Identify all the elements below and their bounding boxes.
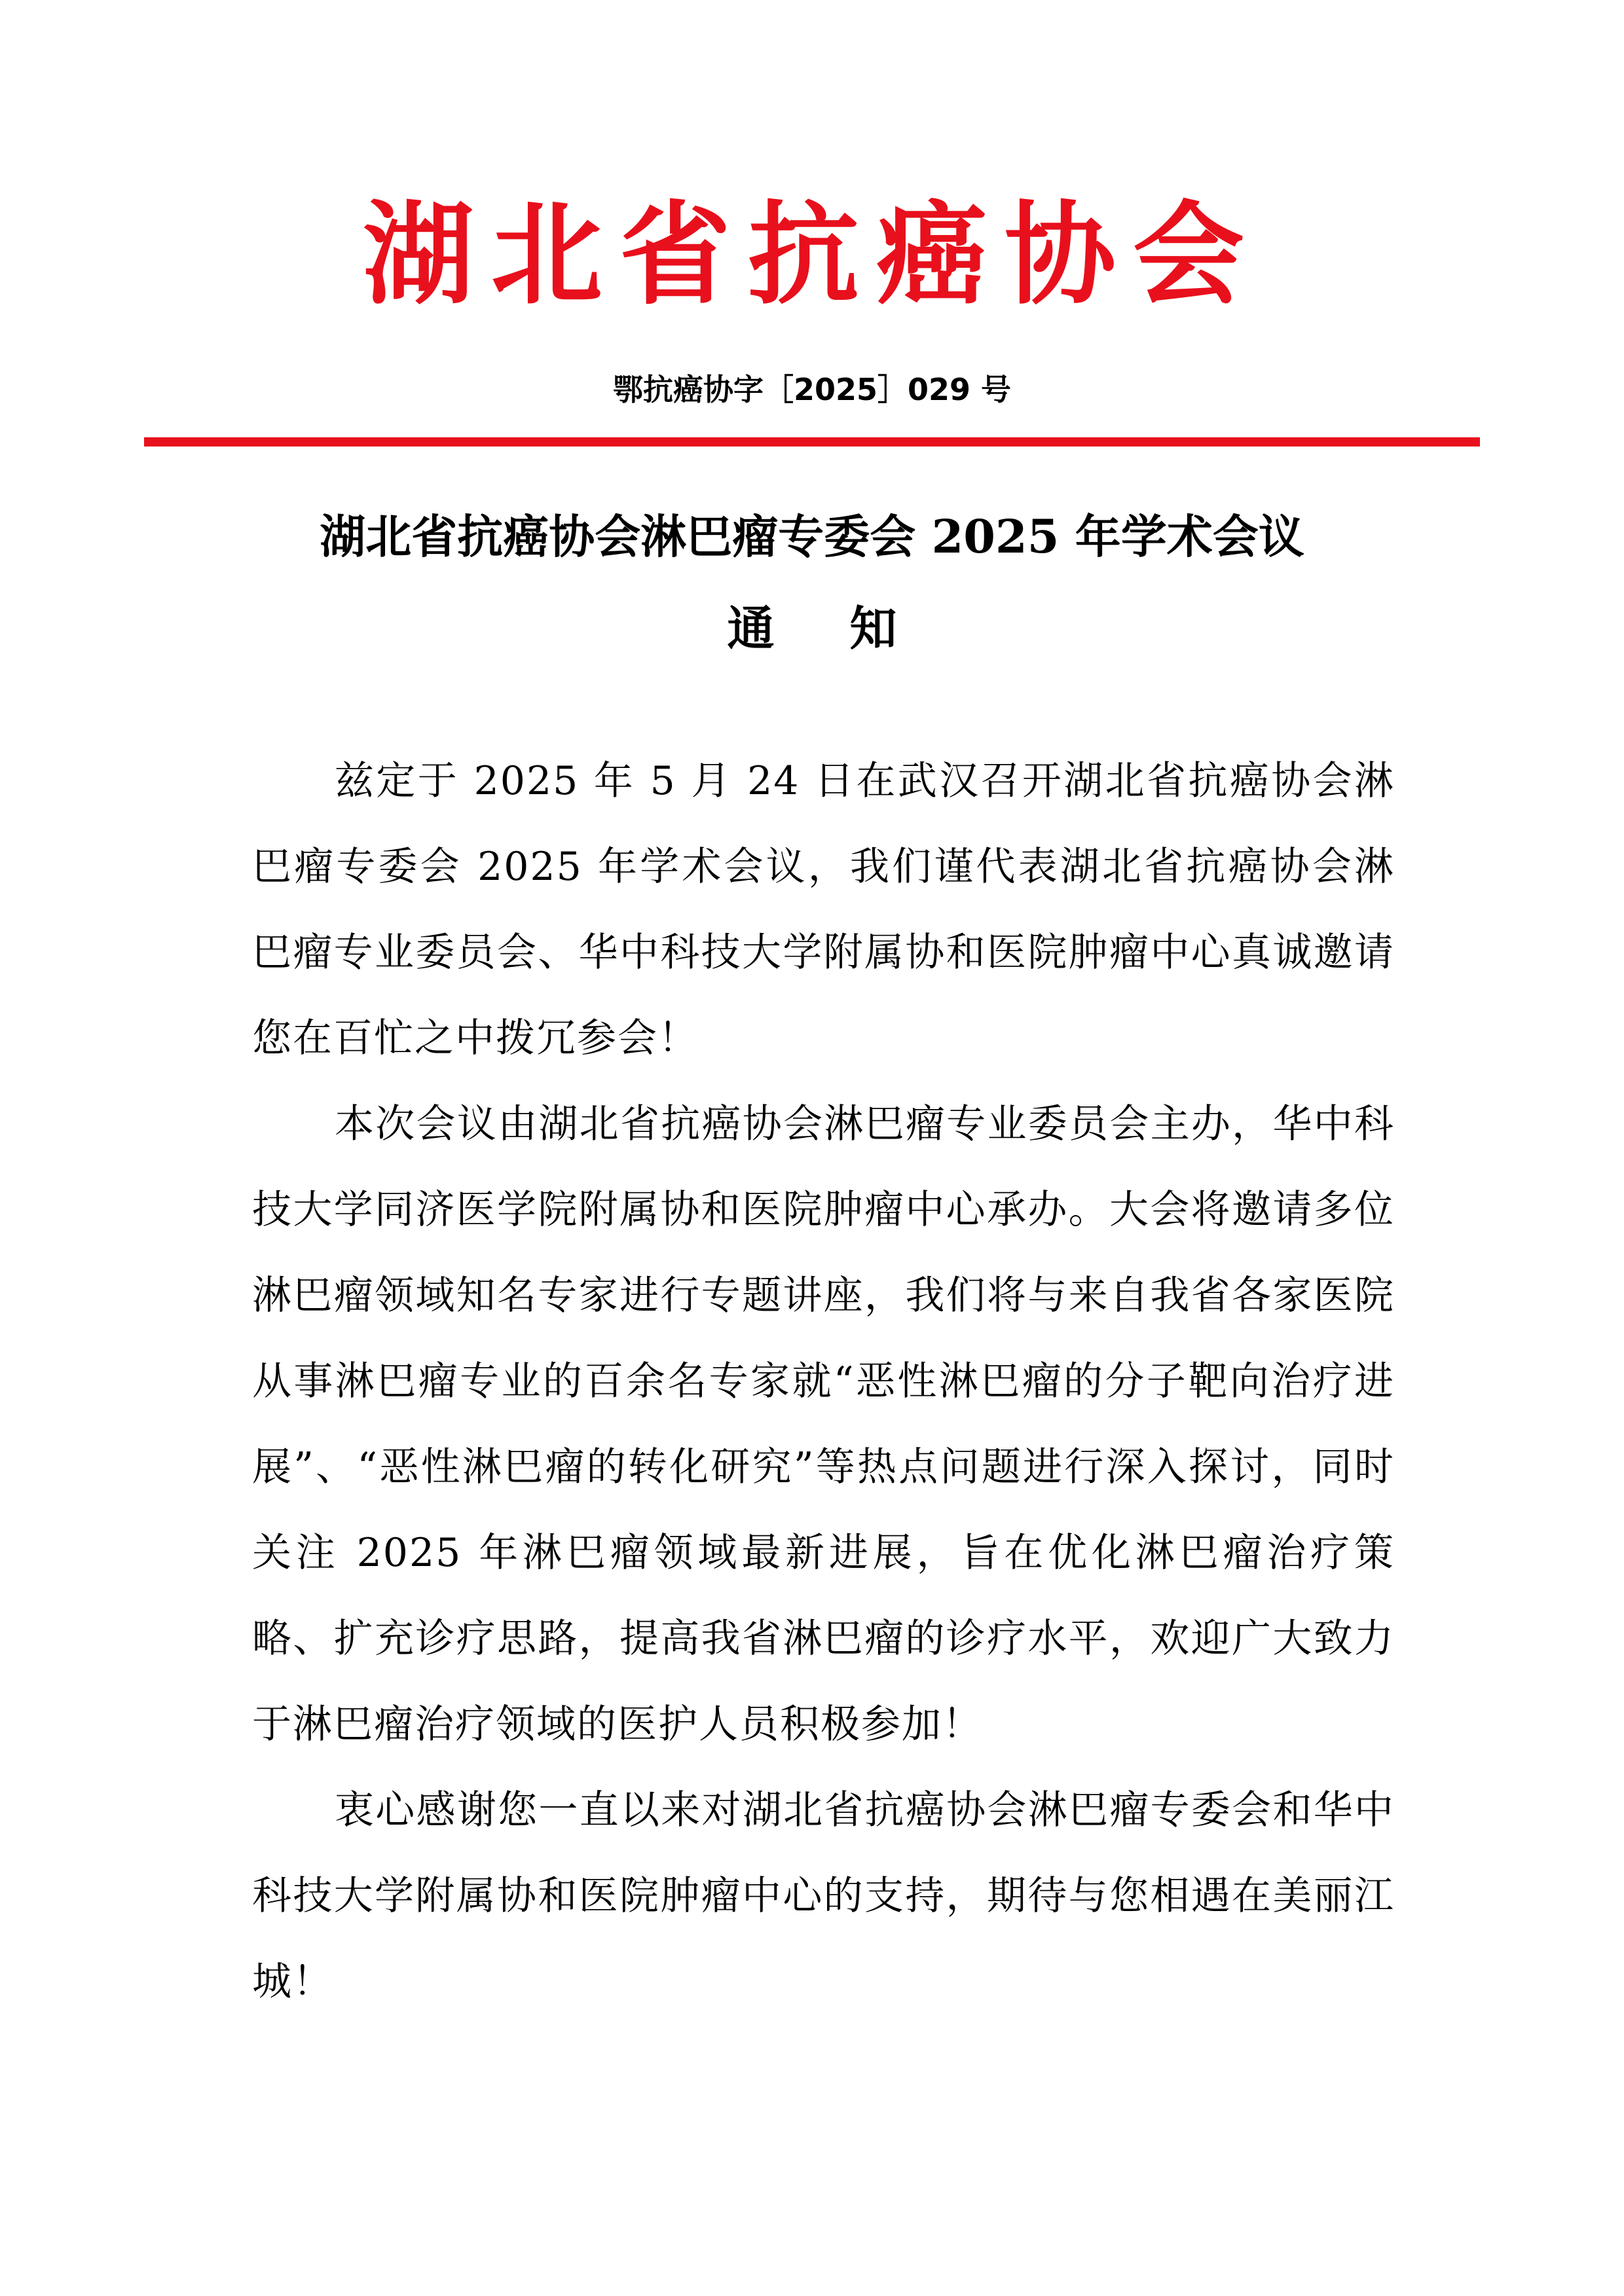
document-number: 鄂抗癌协字［2025］029 号 (612, 372, 1012, 407)
notice-body (252, 738, 1395, 2025)
notice-title: 湖北省抗癌协会淋巴瘤专委会 2025 年学术会议 (320, 509, 1304, 564)
paragraph-thanks: 衷心感谢您一直以来对湖北省抗癌协会淋巴瘤专委会和华中科技大学附属协和医院肿瘤中心的支持，期待与您相遇在美丽江城！ (252, 1787, 1395, 2005)
notice-subtitle: 通 知 (727, 600, 897, 656)
organization-letterhead: 湖北省抗癌协会 (362, 191, 1261, 320)
paragraph-invitation: 兹定于 2025 年 5 月 24 日在武汉召开湖北省抗癌协会淋巴瘤专委会 2025 年学术会议，我们谨代表湖北省抗癌协会淋巴瘤专业委员会、华中科技大学附属协和医院肿瘤中心真诚邀请您在百忙之中拨冗参会！ (252, 758, 1395, 1061)
header-divider (144, 437, 1480, 446)
paragraph-details: 本次会议由湖北省抗癌协会淋巴瘤专业委员会主办，华中科技大学同济医学院附属协和医院肿瘤中心承办。大会将邀请多位淋巴瘤领域知名专家进行专题讲座，我们将与来自我省各家医院从事淋巴瘤专业的百余名专家就“恶性淋巴瘤的分子靶向治疗进展”、“恶性淋巴瘤的转化研究”等热点问题进行深入探讨，同时关注 2025 年淋巴瘤领域最新进展，旨在优化淋巴瘤治疗策略、扩充诊疗思路，提高我省淋巴瘤的诊疗水平，欢迎广大致力于淋巴瘤治疗领域的医护人员积极参加！ (252, 1101, 1395, 1747)
